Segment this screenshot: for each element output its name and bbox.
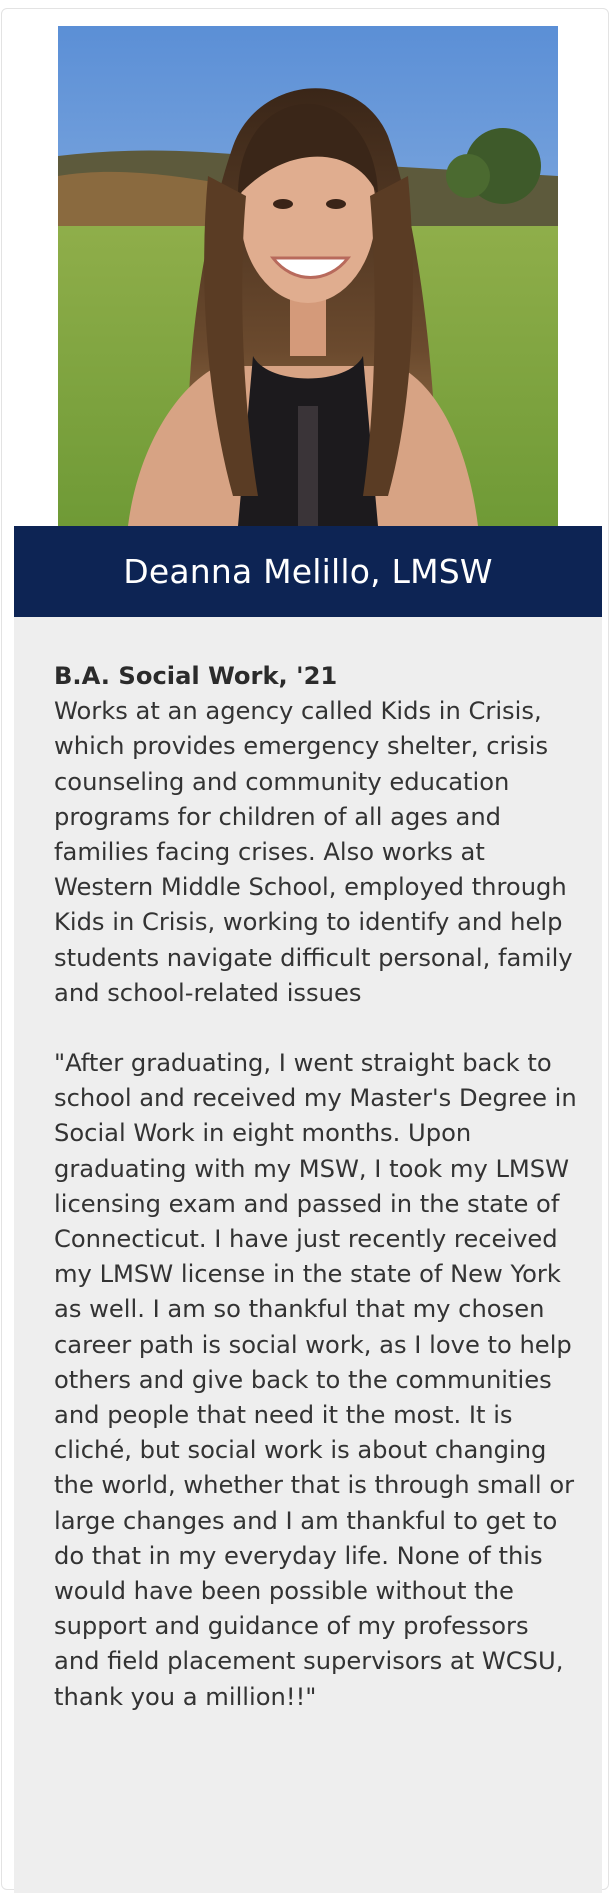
job-description: Works at an agency called Kids in Crisis, which provides emergency shelter, crisis counseling and community education programs for children of all ages and families facing crises. Also works at Western Middle School, employed through Kids in Crisis, working to identify and help students navigate difficult personal, family and school-related issues — [54, 697, 573, 1007]
profile-card — [1, 8, 609, 1890]
testimonial-quote: "After graduating, I went straight back to school and received my Master's Degree in Social Work in eight months. Upon graduating with my MSW, I took my LMSW licensing exam and passed in the state of Connecticut. I have just recently received my LMSW license in the state of New York as well. I am so thankful that my chosen career path is social work, as I love to help others and give back to the communities and people that need it the most. It is cliché, but social work is about changing the world, whether that is through small or large changes and I am thankful to get to do that in my everyday life. None of this would have been possible without the support and guidance of my professors and field placement supervisors at WCSU, thank you a million!!" — [54, 1049, 577, 1711]
profile-photo — [58, 26, 558, 526]
bio-content — [54, 659, 579, 1715]
paragraph-spacer — [54, 1011, 579, 1046]
bio-panel — [14, 617, 602, 1893]
degree-heading: B.A. Social Work, '21 — [54, 662, 338, 690]
name-banner — [14, 526, 602, 617]
person-name: Deanna Melillo, LMSW — [123, 552, 493, 591]
